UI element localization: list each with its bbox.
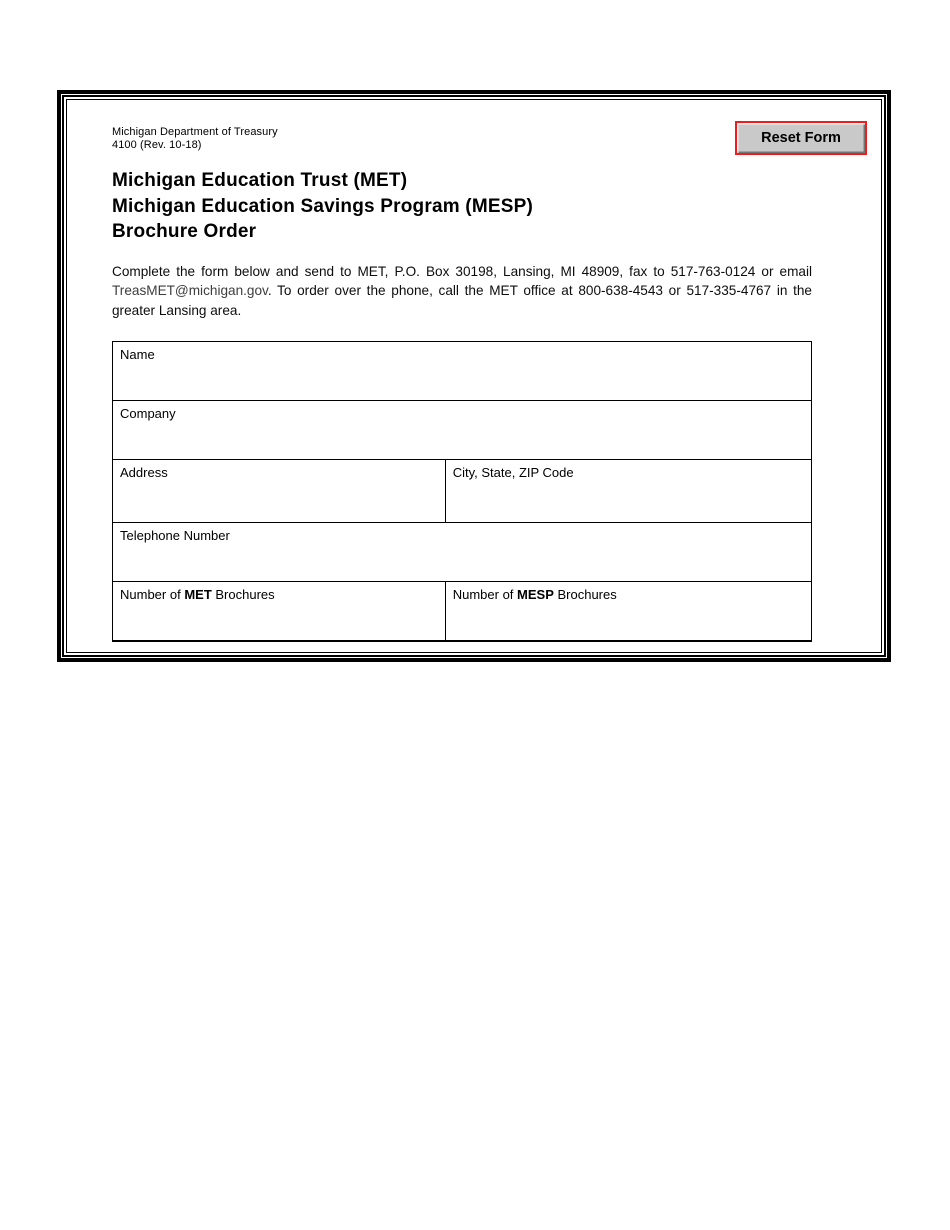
table-row bbox=[113, 523, 812, 582]
instructions-part2: . To order over the phone, call the MET office at 800-638-4543 or 517-335-4767 in the greater Lansing area. bbox=[112, 283, 812, 318]
met-brochures-label-suffix: Brochures bbox=[211, 587, 275, 603]
met-brochures-field[interactable] bbox=[113, 582, 446, 642]
agency-block bbox=[112, 126, 278, 152]
mesp-brochures-field[interactable] bbox=[445, 582, 811, 642]
company-field-label: Company bbox=[120, 406, 176, 422]
form-title bbox=[112, 168, 867, 245]
table-row bbox=[113, 460, 812, 523]
mesp-brochures-label-bold: MESP bbox=[517, 587, 554, 603]
address-field-label: Address bbox=[120, 465, 168, 481]
table-row bbox=[113, 582, 812, 642]
met-brochures-label-prefix: Number of bbox=[120, 587, 185, 603]
city-state-zip-field-label: City, State, ZIP Code bbox=[452, 465, 574, 481]
mesp-brochures-label-suffix: Brochures bbox=[553, 587, 617, 603]
form-number: 4100 (Rev. 10-18) bbox=[112, 139, 202, 151]
company-field[interactable] bbox=[113, 401, 812, 460]
form-content bbox=[67, 100, 881, 642]
table-row bbox=[113, 401, 812, 460]
instructions-paragraph bbox=[112, 262, 812, 321]
form-title-line1: Michigan Education Trust (MET) bbox=[112, 170, 408, 191]
form-border-frame bbox=[57, 90, 891, 662]
agency-name: Michigan Department of Treasury bbox=[112, 126, 278, 138]
table-row bbox=[113, 342, 812, 401]
brochure-order-table bbox=[112, 341, 812, 642]
telephone-field[interactable] bbox=[113, 523, 812, 582]
form-title-line2: Michigan Education Savings Program (MESP) bbox=[112, 195, 533, 217]
form-title-line3: Brochure Order bbox=[112, 221, 257, 242]
name-field-label: Name bbox=[120, 347, 155, 363]
telephone-field-label: Telephone Number bbox=[120, 528, 230, 544]
form-header bbox=[112, 126, 867, 155]
met-brochures-label-bold: MET bbox=[184, 587, 212, 603]
reset-form-button[interactable]: Reset Form bbox=[735, 121, 867, 155]
mesp-brochures-label-prefix: Number of bbox=[452, 587, 518, 603]
city-state-zip-field[interactable] bbox=[445, 460, 811, 523]
address-field[interactable] bbox=[113, 460, 446, 523]
email-address-text: TreasMET@michigan.gov bbox=[112, 283, 268, 299]
name-field[interactable] bbox=[113, 342, 812, 401]
instructions-part1: Complete the form below and send to MET, P.O. Box 30198, Lansing, MI 48909, fax to 517-763-0124 or email bbox=[112, 263, 812, 279]
